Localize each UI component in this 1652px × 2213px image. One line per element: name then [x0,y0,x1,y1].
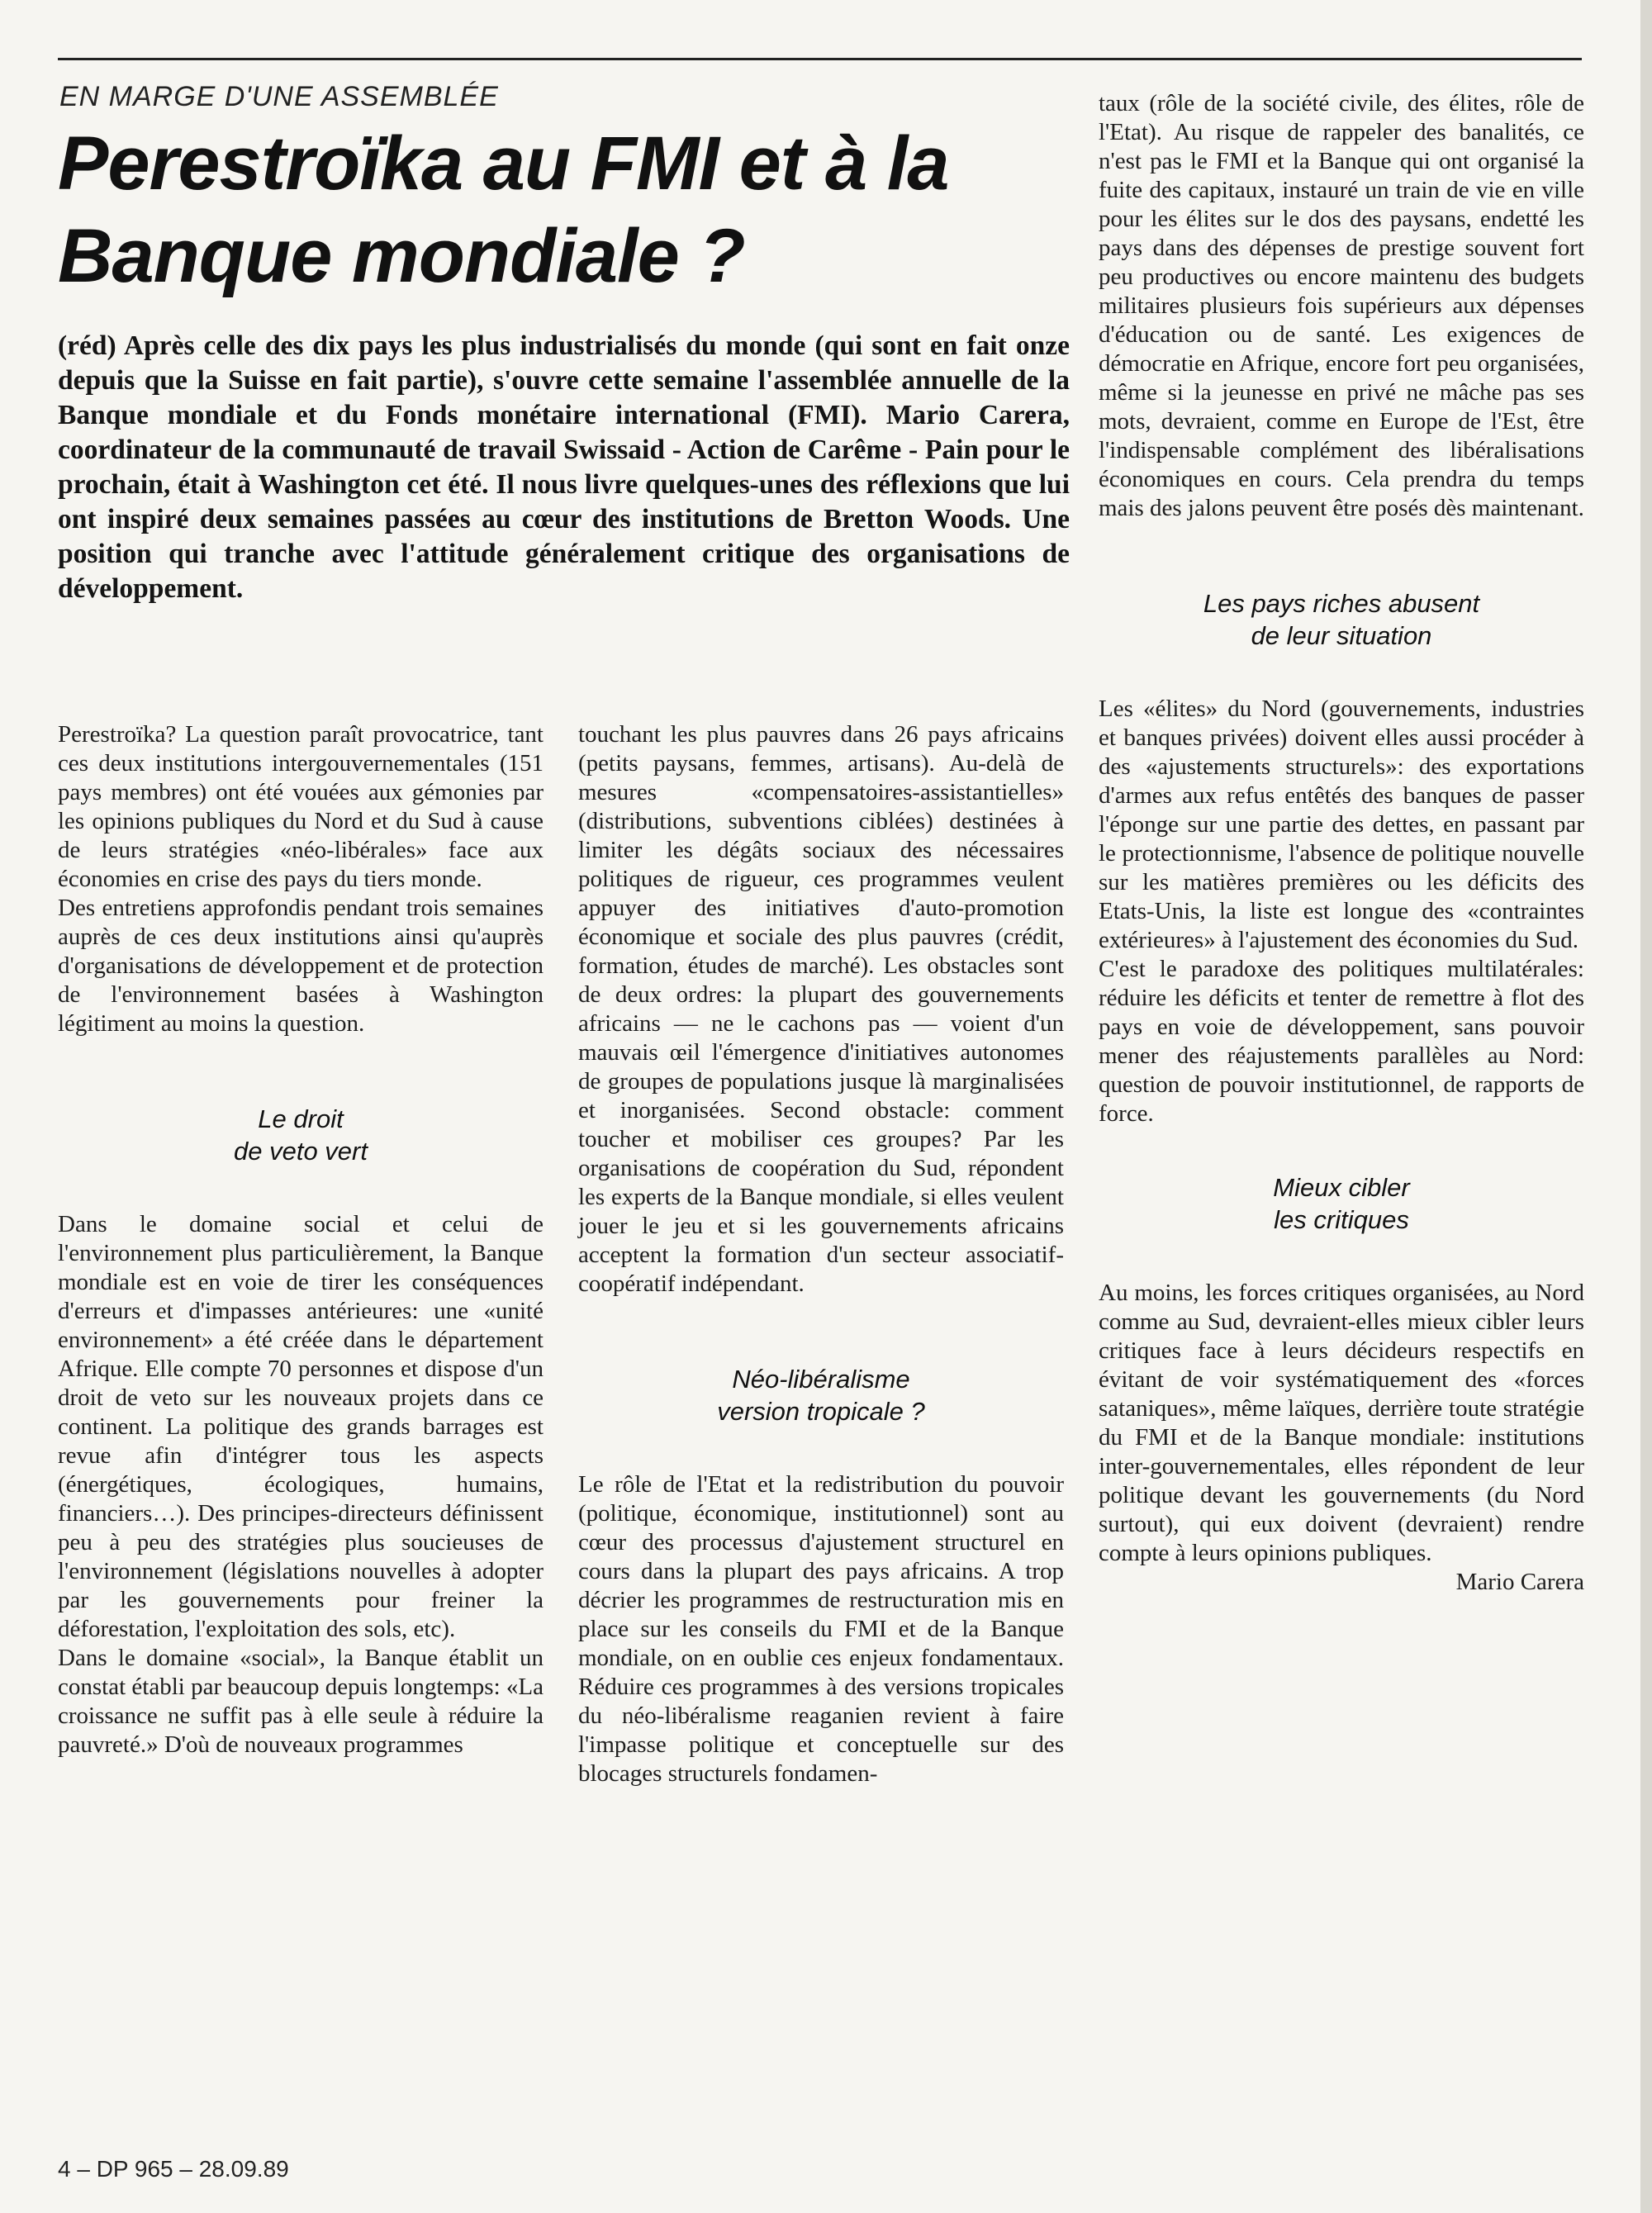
paragraph: touchant les plus pauvres dans 26 pays africains (petits paysans, femmes, artisans). Au-delà de mesures «compensatoires-assistantielles» (distributions, subventions ciblées) destinées à limiter les dégâts sociaux des nécessaires politiques de rigueur, ces programmes veulent appuyer des initiatives d'auto-promotion économique et sociale des plus pauvres (crédit, formation, études de marché). Les obstacles sont de deux ordres: la plupart des gouvernements africains — ne le cachons pas — voient d'un mauvais œil l'émergence d'initiatives autonomes de groupes de populations jusque là marginalisées et inorganisées. Second obstacle: comment toucher et mobiliser ces groupes? Par les organisations de coopération du Sud, répondent les experts de la Banque mondiale, si elles veulent jouer le jeu et si les gouvernements africains acceptent la formation d'un secteur associatif-coopératif indépendant. [578,721,1064,1297]
subheading-line: de veto vert [234,1137,368,1166]
subheading-line: de leur situation [1251,621,1432,650]
paragraph: Dans le domaine social et celui de l'environnement plus particulièrement, la Banque mondiale est en voie de tirer les conséquences d'erreurs et d'impasses antérieures: une «unité environnement» a été créée dans le département Afrique. Elle compte 70 personnes et dispose d'un droit de veto sur les nouveaux projets dans ce continent. La politique des grands barrages est revue afin d'intégrer tous les aspects (énergétiques, écologiques, humains, financiers…). Des principes-directeurs définissent peu à peu des stratégies plus soucieuses de l'environnement (législations nouvelles à adopter par les gouvernements pour freiner la déforestation, l'exploitation des sols, etc). [58,1211,544,1642]
subheading-line: version tropicale ? [717,1397,925,1426]
column-3 [1099,89,1584,1597]
paragraph: Les «élites» du Nord (gouvernements, industries et banques privées) doivent elles aussi procéder à des «ajustements structurels»: des exportations d'armes aux refus entêtés des banques de passer l'éponge sur une partie des dettes, en passant par le protectionnisme, l'absence de politique nouvelle sur les matières premières ou les déficits des Etats-Unis, la liste est longue des «contraintes extérieures» à l'ajustement des économies du Sud. [1099,696,1584,953]
paragraph: Dans le domaine «social», la Banque établit un constat établi par beaucoup depuis longtemps: «La croissance ne suffit pas à elle seule à réduire la pauvreté.» D'où de nouveaux programmes [58,1645,544,1758]
column-2 [578,720,1064,1788]
paragraph: Le rôle de l'Etat et la redistribution du pouvoir (politique, économique, institutionnel) sont au cœur des processus d'ajustement structurel en cours dans la plupart des pays africains. A trop décrier les programmes de restructuration mis en place sur les conseils du FMI et de la Banque mondiale, on en oublie ces enjeux fondamentaux. Réduire ces programmes à des versions tropicales du néo-libéralisme reaganien revient à faire l'impasse politique et conceptuelle sur des blocages structurels fondamen- [578,1471,1064,1787]
headline-line-1: Perestroïka au FMI et à la [58,121,949,206]
subheading-line: Le droit [258,1104,344,1133]
paragraph: taux (rôle de la société civile, des élites, rôle de l'Etat). Au risque de rappeler des banalités, ce n'est pas le FMI et la Banque qui ont organisé la fuite des capitaux, instauré un train de vie en ville pour les élites sur le dos des paysans, endetté les pays dans des dépenses de prestige souvent fort peu productives ou encore maintenu des budgets militaires plusieurs fois supérieurs aux dépenses d'éducation ou de santé. Les exigences de démocratie en Afrique, encore fort peu organisées, même si la jeunesse en privé ne mâche pas ses mots, devraient, comme en Europe de l'Est, être l'indispensable complément des libéralisations économiques en cours. Cela prendra du temps mais des jalons peuvent être posés dès maintenant. [1099,90,1584,521]
paragraph: Au moins, les forces critiques organisées, au Nord comme au Sud, devraient-elles mieux cibler leurs critiques face à leurs décideurs respectifs en évitant de voir systématiquement des «forces sataniques», même laïques, derrière toute stratégie du FMI et de la Banque mondiale: institutions inter-gouvernementales, elles répondent de leur politique devant les gouvernements (du Nord surtout), qui eux doivent (devraient) rendre compte à leurs opinions publiques. [1099,1280,1584,1566]
author-signature: Mario Carera [1455,1569,1584,1595]
column-1 [58,720,544,1759]
headline [58,117,1074,302]
page-folio: 4 – DP 965 – 28.09.89 [58,2156,289,2182]
paragraph: Perestroïka? La question paraît provocatrice, tant ces deux institutions intergouvernementales (151 pays membres) ont été vouées aux gémonies par les opinions publiques du Nord et du Sud à cause de leurs stratégies «néo-libérales» face aux économies en crise des pays du tiers monde. [58,721,544,892]
subheading-line: Néo-libéralisme [732,1365,910,1394]
subheading-line: les critiques [1274,1205,1409,1234]
subheading-mieux-cibler [1099,1171,1584,1236]
page-edge [1640,0,1652,2213]
subheading-pays-riches [1099,587,1584,652]
top-rule [58,58,1582,60]
lead-paragraph: (réd) Après celle des dix pays les plus industrialisés du monde (qui sont en fait onze depuis que la Suisse en fait partie), s'ouvre cette semaine l'assemblée annuelle de la Banque mondiale et du Fonds monétaire international (FMI). Mario Carera, coordinateur de la communauté de travail Swissaid - Action de Carême - Pain pour le prochain, était à Washington cet été. Il nous livre quelques-unes des réflexions que lui ont inspiré deux semaines passées au cœur des institutions de Bretton Woods. Une position qui tranche avec l'attitude généralement critique des organisations de développement. [58,330,1070,604]
subheading-line: Les pays riches abusent [1203,589,1480,618]
subheading-droit-veto [58,1103,544,1167]
paragraph: C'est le paradoxe des politiques multilatérales: réduire les déficits et tenter de remettre à flot des pays en voie de développement, sans pouvoir mener des réajustements parallèles au Nord: question de pouvoir institutionnel, de rapports de force. [1099,956,1584,1127]
headline-line-2: Banque mondiale ? [58,214,745,298]
kicker: EN MARGE D'UNE ASSEMBLÉE [59,81,499,112]
paragraph: Des entretiens approfondis pendant trois semaines auprès de ces deux institutions ainsi qu'auprès d'organisations de développement et de protection de l'environnement basées à Washington légitiment au moins la question. [58,895,544,1037]
subheading-neo-liberalisme [578,1363,1064,1427]
subheading-line: Mieux cibler [1273,1173,1410,1202]
